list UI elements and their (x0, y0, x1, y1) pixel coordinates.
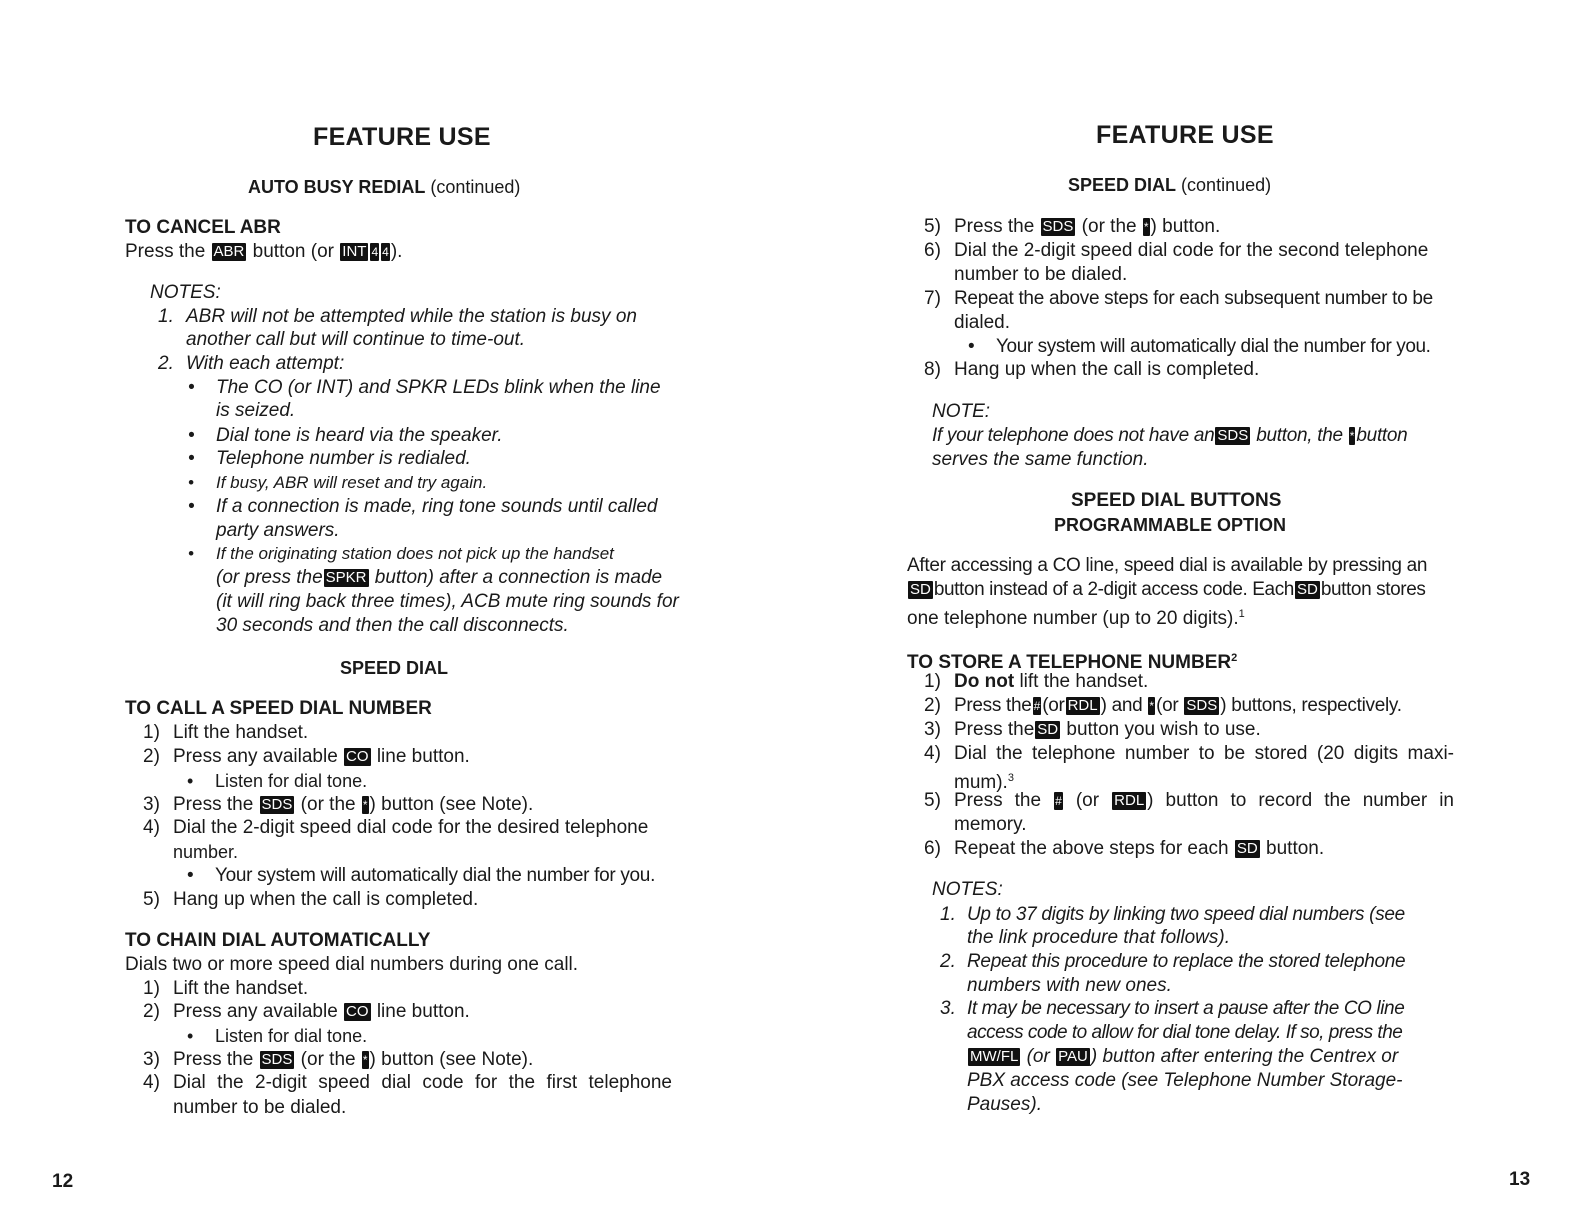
bullet-item: • If busy, ABR will reset and try again. (216, 471, 487, 495)
step-number: 7) (924, 288, 941, 309)
bullet-item: 30 seconds and then the call disconnects. (216, 615, 569, 636)
step-number: 1) (143, 978, 160, 999)
section-subtitle: SPEED DIAL (continued) (1068, 175, 1272, 195)
pau-key: PAU (1058, 1048, 1088, 1065)
step-text: Press the SDS (or the * ) button. (954, 216, 1221, 237)
step-text: Press the SD button you wish to use. (954, 719, 1261, 740)
abr-key: ABR (213, 243, 245, 260)
cancel-abr-text: Press the ABR button (or INT 4 4 ). (125, 241, 403, 262)
star-key: * (1349, 429, 1355, 443)
bullet-item: • Your system will automatically dial the number for you. (215, 864, 655, 888)
bullet-item: is seized. (216, 400, 296, 421)
page-title: FEATURE USE (1096, 121, 1274, 149)
section-subtitle: AUTO BUSY REDIAL (continued) (248, 177, 521, 197)
star-key: * (1143, 220, 1149, 234)
paragraph-line: one telephone number (up to 20 digits).$^1$ (907, 608, 1245, 629)
digit-4-key: 4 (371, 245, 379, 259)
star-key: * (362, 798, 368, 812)
note-text: If your telephone does not have an SDS button, the * button (932, 425, 1408, 446)
bullet-item: • Telephone number is redialed. (216, 447, 471, 471)
chain-dial-heading: TO CHAIN DIAL AUTOMATICALLY (125, 930, 431, 951)
step-number: 4) (924, 743, 941, 764)
page-title: FEATURE USE (313, 123, 491, 151)
step-text: Dial the 2-digit speed dial code for the desired telephone (173, 817, 649, 838)
note-number: 2. (158, 353, 174, 374)
step-number: 4) (143, 817, 160, 838)
step-number: 1) (143, 722, 160, 743)
rdl-key: RDL (1114, 792, 1145, 809)
step-text: Lift the handset. (173, 978, 309, 999)
step-number: 1) (924, 671, 941, 692)
step-number: 5) (924, 790, 941, 811)
paragraph-line: After accessing a CO line, speed dial is available by pressing an (907, 555, 1428, 576)
hash-key: # (1033, 699, 1041, 713)
note-number: 1. (940, 904, 956, 925)
step-text: Press the # (or RDL ) and * (or SDS ) buttons, respectively. (954, 695, 1402, 716)
store-number-heading: TO STORE A TELEPHONE NUMBER$^2$ (907, 652, 1238, 673)
note-text: access code to allow for dial tone delay. If so, press the (967, 1022, 1403, 1043)
bullet-item: • Listen for dial tone. (215, 1024, 367, 1048)
star-key: * (362, 1053, 368, 1067)
page-number: 13 (1509, 1169, 1531, 1190)
page-number: 12 (52, 1171, 74, 1192)
step-number: 8) (924, 359, 941, 380)
step-text: number. (173, 842, 239, 862)
bullet-item: • If the originating station does not pick up the handset (216, 542, 614, 566)
mwfl-key: MW/FL (970, 1048, 1019, 1065)
bullet-item: (or press the SPKR button) after a connection is made (216, 567, 663, 588)
note-number: 1. (158, 306, 174, 327)
bullet-item: • If a connection is made, ring tone sounds until called (216, 495, 658, 519)
note-text: Repeat this procedure to replace the stored telephone (967, 951, 1406, 972)
int-key: INT (342, 243, 367, 260)
notes-label: NOTES: (150, 282, 221, 303)
step-text: Repeat the above steps for each subsequent number to be (954, 288, 1433, 309)
step-number: 2) (924, 695, 941, 716)
step-text: Dial the 2-digit speed dial code for the second telephone (954, 240, 1429, 261)
note-label: NOTE: (932, 401, 991, 422)
bullet-item: • The CO (or INT) and SPKR LEDs blink when the line (216, 376, 661, 400)
step-text: Press the SDS (or the * ) button (see Note). (173, 1049, 534, 1070)
speed-dial-buttons-title: SPEED DIAL BUTTONS (1071, 490, 1282, 511)
step-text: Press the SDS (or the * ) button (see Note). (173, 794, 534, 815)
step-number: 3) (143, 794, 160, 815)
rdl-key: RDL (1067, 697, 1098, 714)
sd-key: SD (1236, 840, 1258, 857)
note-text: Up to 37 digits by linking two speed dial numbers (see (967, 904, 1405, 925)
note-text: the link procedure that follows). (967, 927, 1230, 948)
sds-key: SDS (261, 796, 293, 813)
note-text: another call but will continue to time-out. (186, 329, 526, 350)
bullet-item: party answers. (216, 520, 340, 541)
step-text: Press the # (or RDL ) button to record the number in (954, 790, 1454, 811)
chain-dial-intro: Dials two or more speed dial numbers during one call. (125, 954, 579, 975)
step-number: 6) (924, 240, 941, 261)
step-number: 3) (924, 719, 941, 740)
step-text: dialed. (954, 312, 1010, 333)
star-key: * (1149, 699, 1155, 713)
sd-key: SD (910, 581, 931, 598)
left-page (0, 0, 790, 1215)
sd-key: SD (1037, 721, 1059, 738)
sds-key: SDS (1186, 697, 1218, 714)
paragraph-line: SD button instead of a 2-digit access code. Each SD button stores (910, 579, 1426, 600)
step-text: Hang up when the call is completed. (173, 889, 479, 910)
note-text: It may be necessary to insert a pause after the CO line (967, 998, 1405, 1019)
step-number: 2) (143, 746, 160, 767)
step-text: mum).$^3$ (954, 772, 1014, 793)
bullet-item: • Your system will automatically dial the number for you. (996, 335, 1431, 359)
step-text: Hang up when the call is completed. (954, 359, 1260, 380)
sds-key: SDS (1217, 427, 1249, 444)
note-number: 3. (940, 998, 956, 1019)
note-text: With each attempt: (186, 353, 345, 374)
call-speed-dial-heading: TO CALL A SPEED DIAL NUMBER (125, 698, 432, 719)
note-text: Pauses). (967, 1094, 1042, 1115)
note-text: serves the same function. (932, 449, 1149, 470)
spkr-key: SPKR (325, 569, 367, 586)
step-text: number to be dialed. (173, 1097, 347, 1118)
note-text: ABR will not be attempted while the station is busy on (186, 306, 637, 327)
note-text: numbers with new ones. (967, 975, 1172, 996)
step-number: 3) (143, 1049, 160, 1070)
note-number: 2. (940, 951, 956, 972)
programmable-option-subtitle: PROGRAMMABLE OPTION (1054, 515, 1286, 535)
step-number: 4) (143, 1072, 160, 1093)
right-page (790, 0, 1583, 1215)
step-number: 6) (924, 838, 941, 859)
sds-key: SDS (261, 1051, 293, 1068)
sds-key: SDS (1042, 218, 1074, 235)
note-text: MW/FL (or PAU ) button after entering the Centrex or (970, 1046, 1399, 1067)
step-text: Lift the handset. (173, 722, 309, 743)
step-text: memory. (954, 814, 1027, 835)
digit-4-key: 4 (382, 245, 389, 259)
step-text: Repeat the above steps for each SD button. (954, 838, 1325, 859)
cancel-abr-heading: TO CANCEL ABR (125, 217, 281, 238)
bullet-item: (it will ring back three times), ACB mute ring sounds for (216, 591, 679, 612)
co-key: CO (346, 1003, 369, 1020)
sd-key: SD (1296, 581, 1318, 598)
step-text: Dial the 2-digit speed dial code for the first telephone (173, 1072, 672, 1093)
step-number: 5) (924, 216, 941, 237)
step-text: Press any available CO line button. (173, 746, 470, 767)
bullet-item: • Listen for dial tone. (215, 769, 367, 793)
step-number: 2) (143, 1001, 160, 1022)
step-text: Press any available CO line button. (173, 1001, 470, 1022)
step-text: number to be dialed. (954, 264, 1128, 285)
step-text: Do not lift the handset. (954, 671, 1149, 692)
speed-dial-title: SPEED DIAL (340, 658, 449, 678)
notes-label: NOTES: (932, 879, 1003, 900)
co-key: CO (346, 748, 369, 765)
step-text: Dial the telephone number to be stored (20 digits maxi- (954, 743, 1454, 764)
note-text: PBX access code (see Telephone Number Storage- (967, 1070, 1403, 1091)
step-number: 5) (143, 889, 160, 910)
hash-key: # (1055, 794, 1062, 808)
bullet-item: • Dial tone is heard via the speaker. (216, 424, 503, 448)
